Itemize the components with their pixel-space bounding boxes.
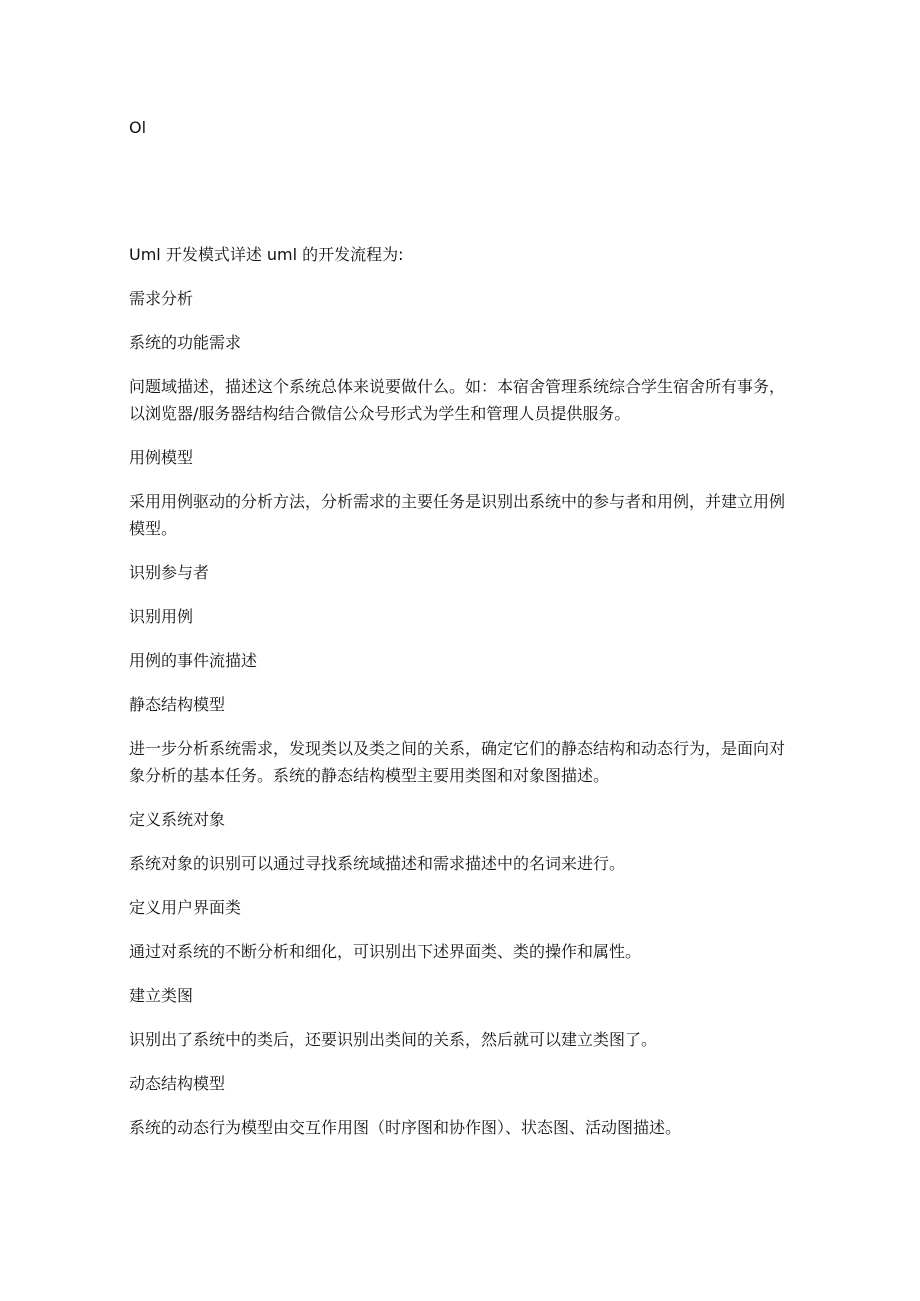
paragraph-use-case-driven: 采用用例驱动的分析方法，分析需求的主要任务是识别出系统中的参与者和用例，并建立用例模型。 — [129, 492, 786, 538]
heading-requirements-analysis: 需求分析 — [129, 289, 194, 308]
paragraph-intro: Uml 开发模式详述 uml 的开发流程为: — [129, 245, 404, 264]
paragraph-problem-domain: 问题域描述，描述这个系统总体来说要做什么。如：本宿舍管理系统综合学生宿舍所有事务，以浏览器/服务器结构结合微信公众号形式为学生和管理人员提供服务。 — [129, 377, 786, 423]
heading-event-flow: 用例的事件流描述 — [129, 651, 258, 670]
heading-static-model: 静态结构模型 — [129, 695, 226, 714]
paragraph-dynamic-model: 系统的动态行为模型由交互作用图（时序图和协作图）、状态图、活动图描述。 — [129, 1118, 682, 1137]
document-body — [129, 241, 789, 1158]
paragraph-class-diagram: 识别出了系统中的类后，还要识别出类间的关系，然后就可以建立类图了。 — [129, 1030, 658, 1049]
heading-identify-actors: 识别参与者 — [129, 563, 210, 582]
heading-functional-requirements: 系统的功能需求 — [129, 333, 242, 352]
heading-dynamic-model: 动态结构模型 — [129, 1074, 226, 1093]
paragraph-system-objects: 系统对象的识别可以通过寻找系统域描述和需求描述中的名词来进行。 — [129, 854, 626, 873]
paragraph-ui-classes: 通过对系统的不断分析和细化，可识别出下述界面类、类的操作和属性。 — [129, 942, 642, 961]
header-mark: Ol — [129, 118, 147, 137]
heading-build-class-diagram: 建立类图 — [129, 986, 194, 1005]
paragraph-static-model: 进一步分析系统需求，发现类以及类之间的关系，确定它们的静态结构和动态行为，是面向对象分析的基本任务。系统的静态结构模型主要用类图和对象图描述。 — [129, 739, 786, 785]
heading-define-system-objects: 定义系统对象 — [129, 810, 226, 829]
heading-define-ui-classes: 定义用户界面类 — [129, 898, 242, 917]
heading-use-case-model: 用例模型 — [129, 448, 194, 467]
heading-identify-use-cases: 识别用例 — [129, 607, 194, 626]
